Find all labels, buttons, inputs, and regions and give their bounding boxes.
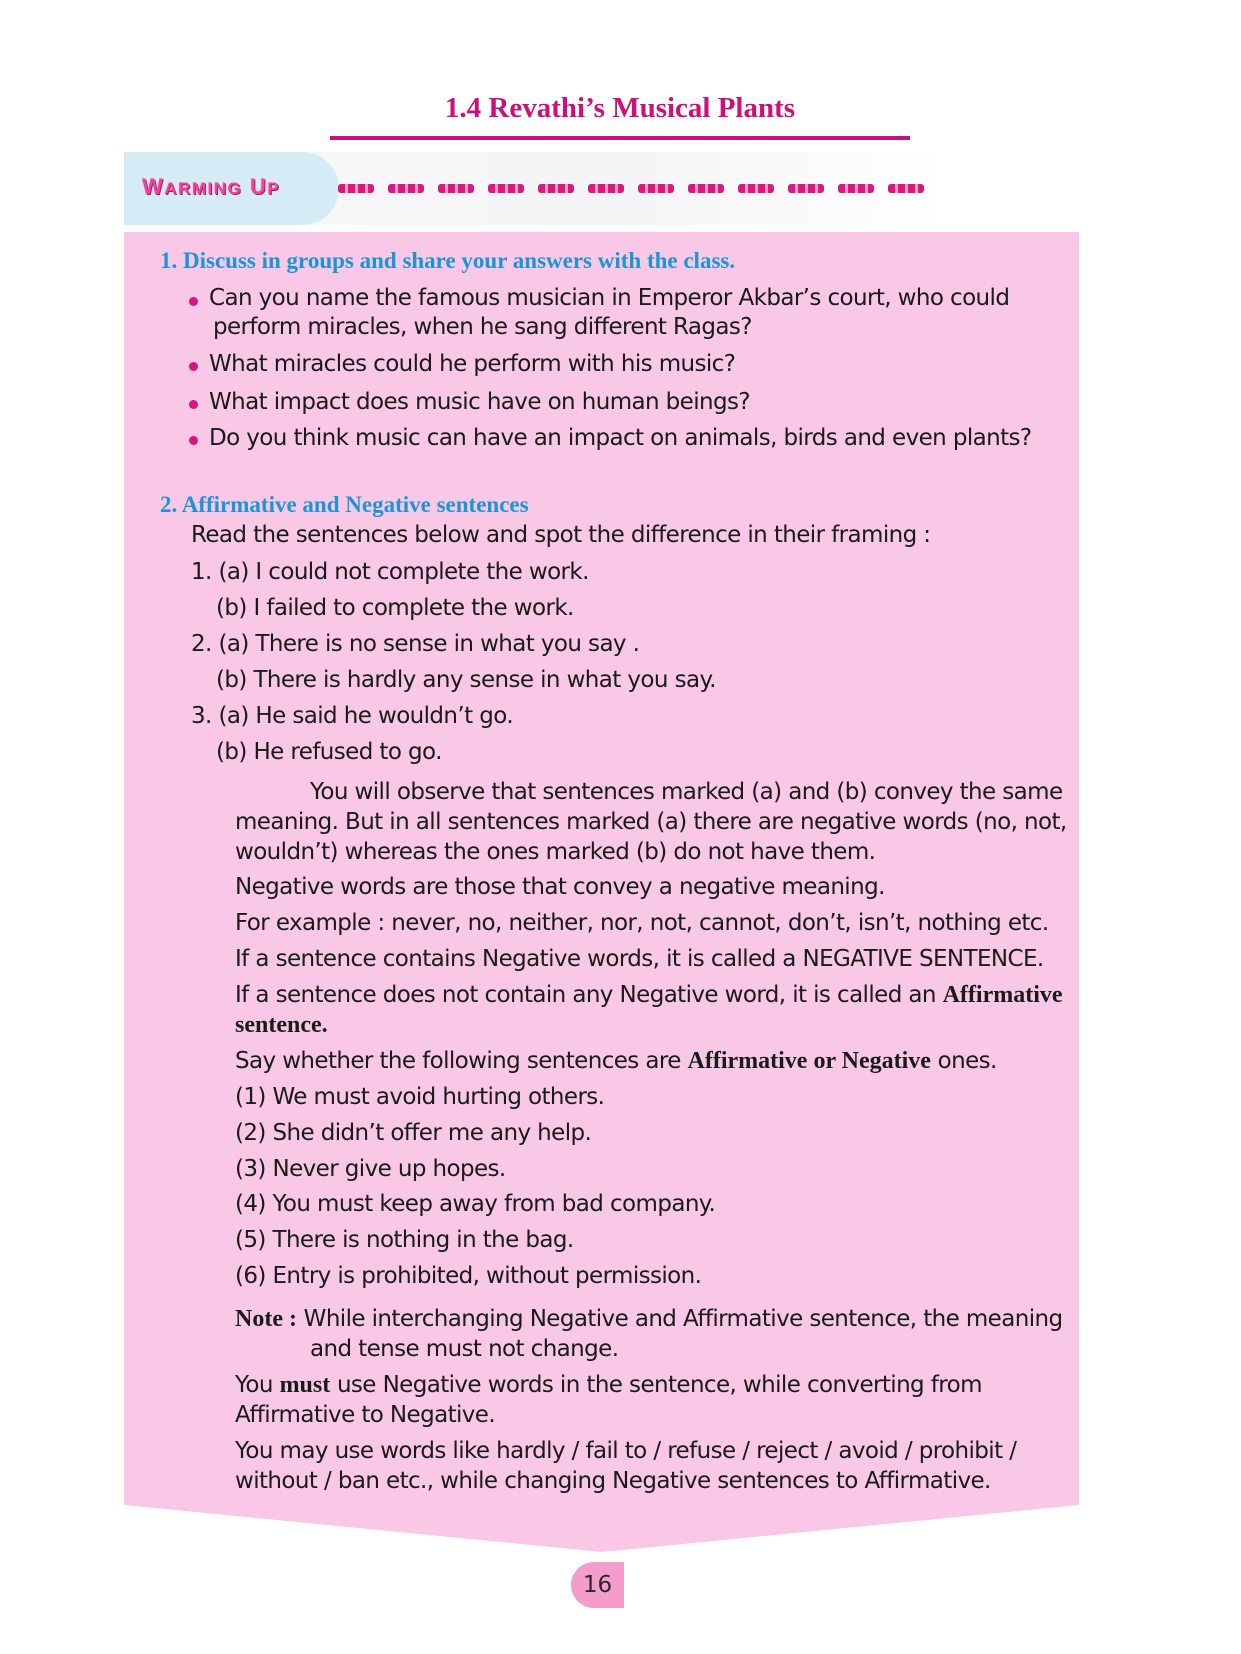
page-number: 16 <box>582 1572 613 1598</box>
negative-definition: Negative words are those that convey a negative meaning. <box>235 874 885 900</box>
bullet-icon <box>189 297 198 306</box>
pair-3-b: (b) He refused to go. <box>216 739 442 765</box>
pair-2-a: 2. (a) There is no sense in what you say . <box>191 631 640 657</box>
may-line-2: without / ban etc., while changing Negative sentences to Affirmative. <box>235 1468 991 1494</box>
exercise-item-1: (1) We must avoid hurting others. <box>235 1084 605 1110</box>
bullet-4: Do you think music can have an impact on animals, birds and even plants? <box>209 425 1032 451</box>
section1-heading: 1. Discuss in groups and share your answers with the class. <box>160 248 736 273</box>
bullet-2: What miracles could he perform with his music? <box>209 351 736 377</box>
title-underline <box>330 136 910 140</box>
affirmative-rule-line-1 <box>235 980 1063 1010</box>
observe-line-1: You will observe that sentences marked (a) and (b) convey the same <box>310 779 1063 805</box>
note-label: Note : <box>235 1306 297 1332</box>
exercise-instruction-pre: Say whether the following sentences are <box>235 1048 688 1074</box>
warming-up-rest-w: ARMING <box>164 179 243 198</box>
page-title: 1.4 Revathi’s Musical Plants <box>444 92 796 124</box>
exercise-instruction-bold: Affirmative or Negative <box>687 1048 931 1074</box>
section2-intro: Read the sentences below and spot the difference in their framing : <box>191 522 931 548</box>
pair-1-a: 1. (a) I could not complete the work. <box>191 559 589 585</box>
bullet-1-line-1: Can you name the famous musician in Emperor Akbar’s court, who could <box>209 285 1010 311</box>
bullet-icon <box>189 436 198 445</box>
negative-sentence-rule: If a sentence contains Negative words, it is called a NEGATIVE SENTENCE. <box>235 946 1044 972</box>
negative-examples: For example : never, no, neither, nor, not, cannot, don’t, isn’t, nothing etc. <box>235 910 1049 936</box>
must-line-1 <box>235 1370 982 1400</box>
pair-2-b: (b) There is hardly any sense in what you say. <box>216 667 716 693</box>
warming-up-cap-u: U <box>249 174 268 199</box>
note-text: While interchanging Negative and Affirmative sentence, the meaning <box>296 1306 1063 1332</box>
must-line-2: Affirmative to Negative. <box>235 1402 496 1428</box>
observe-line-3: wouldn’t) whereas the ones marked (b) do not have them. <box>235 839 876 865</box>
must-bold: must <box>279 1372 331 1398</box>
warming-up-cap-w: W <box>142 174 165 199</box>
pair-3-a: 3. (a) He said he wouldn’t go. <box>191 703 514 729</box>
exercise-item-3: (3) Never give up hopes. <box>235 1156 506 1182</box>
observe-line-2: meaning. But in all sentences marked (a) there are negative words (no, not, <box>235 809 1067 835</box>
exercise-instruction <box>235 1046 997 1076</box>
bullet-3: What impact does music have on human beings? <box>209 389 750 415</box>
bullet-icon <box>189 400 198 409</box>
decorative-dash-row <box>338 184 924 194</box>
warming-up-rest-u: P <box>267 179 281 198</box>
exercise-item-2: (2) She didn’t offer me any help. <box>235 1120 592 1146</box>
affirmative-rule-text: If a sentence does not contain any Negative word, it is called an <box>235 982 943 1008</box>
must-pre: You <box>235 1372 280 1398</box>
affirmative-bold-term: Affirmative <box>942 982 1063 1008</box>
bullet-icon <box>189 362 198 371</box>
may-line-1: You may use words like hardly / fail to / refuse / reject / avoid / prohibit / <box>235 1438 1017 1464</box>
exercise-instruction-post: ones. <box>930 1048 997 1074</box>
note-line-2: and tense must not change. <box>310 1336 619 1362</box>
exercise-item-6: (6) Entry is prohibited, without permission. <box>235 1263 702 1289</box>
bullet-1-line-2: perform miracles, when he sang different Ragas? <box>213 314 752 340</box>
exercise-item-4: (4) You must keep away from bad company. <box>235 1191 716 1217</box>
warming-up-label <box>142 172 280 202</box>
affirmative-rule-line-2: sentence. <box>235 1012 328 1038</box>
note-line-1 <box>235 1304 1062 1334</box>
exercise-item-5: (5) There is nothing in the bag. <box>235 1227 574 1253</box>
must-post: use Negative words in the sentence, while converting from <box>330 1372 982 1398</box>
section2-heading: 2. Affirmative and Negative sentences <box>160 492 529 517</box>
pair-1-b: (b) I failed to complete the work. <box>216 595 574 621</box>
